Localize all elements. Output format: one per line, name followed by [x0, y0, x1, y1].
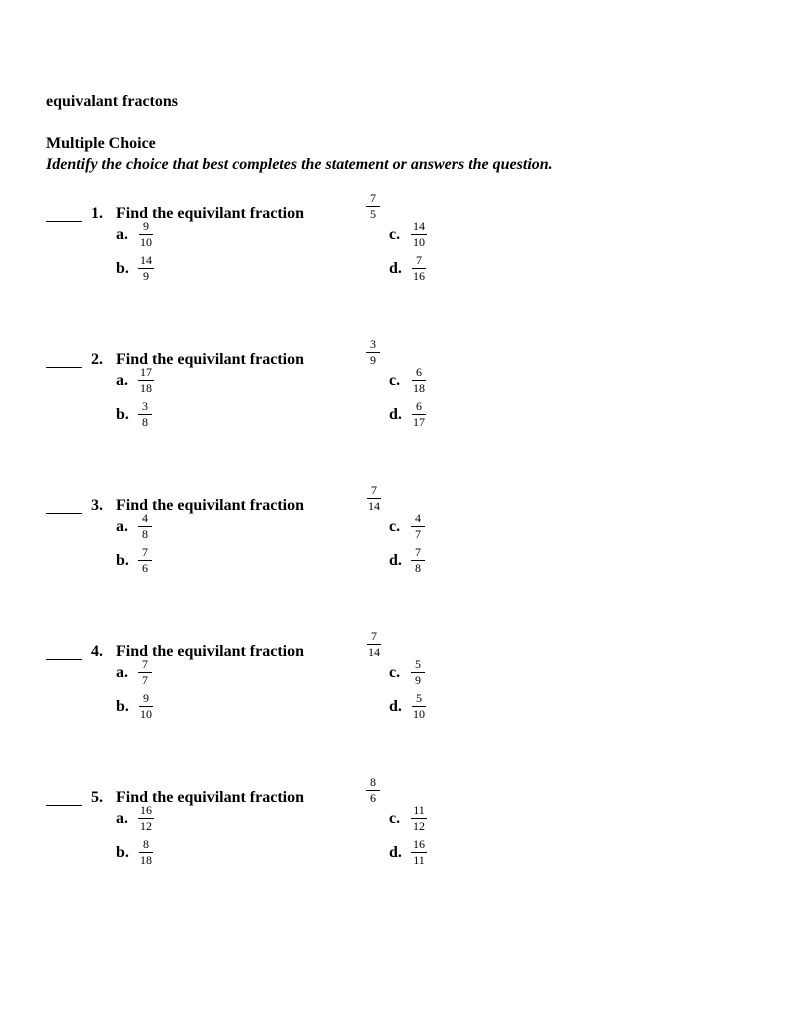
choice-b — [116, 400, 152, 429]
choice-letter: d. — [389, 405, 402, 423]
choice-fraction — [138, 254, 154, 283]
question-fraction — [366, 338, 380, 367]
choice-fraction — [138, 838, 154, 867]
question-stem: Find the equivilant fraction — [116, 789, 305, 806]
question-stem: Find the equivilant fraction — [116, 351, 305, 368]
fraction-denominator: 10 — [413, 707, 425, 721]
fraction-denominator: 14 — [368, 499, 380, 513]
question-number: 3. — [91, 497, 103, 514]
choice-c — [389, 220, 427, 249]
choice-fraction — [138, 658, 152, 687]
question-fraction — [366, 630, 382, 659]
fraction-numerator: 7 — [411, 546, 425, 561]
fraction-denominator: 6 — [370, 791, 376, 805]
fraction-denominator: 9 — [370, 353, 376, 367]
choice-letter: d. — [389, 259, 402, 277]
choice-c — [389, 658, 425, 687]
choice-letter: c. — [389, 517, 401, 535]
question-1 — [0, 191, 791, 318]
choice-b — [116, 254, 154, 283]
document-title: equivalant fractons — [46, 93, 178, 110]
fraction-denominator: 12 — [140, 819, 152, 833]
fraction-denominator: 6 — [142, 561, 148, 575]
question-4 — [0, 629, 791, 756]
answer-blank[interactable] — [46, 498, 82, 514]
answer-blank[interactable] — [46, 644, 82, 660]
choice-d — [389, 692, 427, 721]
choice-letter: a. — [116, 371, 128, 389]
choice-a — [116, 220, 154, 249]
fraction-numerator: 8 — [366, 776, 380, 791]
question-stem: Find the equivilant fraction — [116, 497, 305, 514]
choice-letter: b. — [116, 697, 129, 715]
choice-a — [116, 512, 152, 541]
question-2 — [0, 337, 791, 464]
choice-letter: b. — [116, 405, 129, 423]
fraction-denominator: 12 — [413, 819, 425, 833]
fraction-numerator: 6 — [412, 400, 426, 415]
fraction-denominator: 8 — [142, 415, 148, 429]
answer-blank[interactable] — [46, 790, 82, 806]
fraction-denominator: 7 — [142, 673, 148, 687]
choice-d — [389, 400, 427, 429]
fraction-numerator: 16 — [140, 803, 152, 817]
fraction-numerator: 16 — [413, 837, 425, 851]
question-fraction — [366, 484, 382, 513]
question-stem: Find the equivilant fraction — [116, 205, 305, 222]
question-number: 4. — [91, 643, 103, 660]
fraction-numerator: 7 — [366, 192, 380, 207]
question-3 — [0, 483, 791, 610]
choice-fraction — [138, 400, 152, 429]
fraction-denominator: 9 — [143, 269, 149, 283]
choice-fraction — [411, 804, 427, 833]
choice-fraction — [411, 658, 425, 687]
choice-letter: b. — [116, 843, 129, 861]
fraction-numerator: 14 — [413, 219, 425, 233]
question-stem: Find the equivilant fraction — [116, 643, 305, 660]
question-fraction — [366, 192, 380, 221]
choice-d — [389, 546, 425, 575]
answer-blank[interactable] — [46, 206, 82, 222]
choice-letter: c. — [389, 809, 401, 827]
choice-fraction — [138, 692, 154, 721]
choice-a — [116, 658, 152, 687]
choice-fraction — [411, 254, 427, 283]
fraction-numerator: 4 — [411, 512, 425, 527]
fraction-numerator: 7 — [138, 658, 152, 673]
choice-b — [116, 838, 154, 867]
choice-fraction — [138, 512, 152, 541]
fraction-denominator: 11 — [413, 853, 425, 867]
fraction-denominator: 8 — [142, 527, 148, 541]
fraction-denominator: 18 — [140, 381, 152, 395]
fraction-numerator: 5 — [411, 658, 425, 673]
choice-fraction — [411, 546, 425, 575]
choice-fraction — [411, 220, 427, 249]
choice-a — [116, 366, 154, 395]
choice-fraction — [411, 366, 427, 395]
question-number: 2. — [91, 351, 103, 368]
choice-letter: c. — [389, 371, 401, 389]
choice-letter: d. — [389, 843, 402, 861]
choice-letter: d. — [389, 551, 402, 569]
fraction-numerator: 4 — [138, 512, 152, 527]
choice-fraction — [411, 838, 427, 867]
fraction-denominator: 10 — [140, 235, 152, 249]
choice-letter: a. — [116, 517, 128, 535]
fraction-numerator: 7 — [367, 630, 381, 645]
fraction-denominator: 18 — [140, 853, 152, 867]
choice-c — [389, 366, 427, 395]
fraction-numerator: 11 — [413, 803, 425, 817]
question-number: 1. — [91, 205, 103, 222]
fraction-numerator: 9 — [139, 220, 153, 235]
choice-c — [389, 804, 427, 833]
choice-fraction — [411, 692, 427, 721]
question-number: 5. — [91, 789, 103, 806]
fraction-denominator: 14 — [368, 645, 380, 659]
choice-letter: c. — [389, 225, 401, 243]
fraction-numerator: 5 — [412, 692, 426, 707]
fraction-numerator: 3 — [366, 338, 380, 353]
fraction-denominator: 10 — [140, 707, 152, 721]
choice-letter: a. — [116, 809, 128, 827]
fraction-denominator: 9 — [415, 673, 421, 687]
choice-b — [116, 546, 152, 575]
choice-fraction — [411, 400, 427, 429]
fraction-numerator: 9 — [139, 692, 153, 707]
answer-blank[interactable] — [46, 352, 82, 368]
fraction-denominator: 18 — [413, 381, 425, 395]
choice-a — [116, 804, 154, 833]
choice-letter: d. — [389, 697, 402, 715]
choice-fraction — [138, 366, 154, 395]
fraction-denominator: 7 — [415, 527, 421, 541]
fraction-denominator: 17 — [413, 415, 425, 429]
fraction-numerator: 7 — [412, 254, 426, 269]
fraction-numerator: 17 — [140, 365, 152, 379]
choice-letter: c. — [389, 663, 401, 681]
choice-letter: a. — [116, 225, 128, 243]
fraction-numerator: 7 — [367, 484, 381, 499]
choice-d — [389, 838, 427, 867]
section-instructions: Identify the choice that best completes the statement or answers the question. — [46, 156, 553, 173]
fraction-denominator: 16 — [413, 269, 425, 283]
section-heading: Multiple Choice — [46, 135, 156, 152]
question-5 — [0, 775, 791, 902]
choice-fraction — [411, 512, 425, 541]
choice-letter: b. — [116, 259, 129, 277]
fraction-numerator: 6 — [412, 366, 426, 381]
fraction-denominator: 8 — [415, 561, 421, 575]
choice-fraction — [138, 804, 154, 833]
fraction-numerator: 14 — [140, 253, 152, 267]
fraction-numerator: 3 — [138, 400, 152, 415]
choice-fraction — [138, 220, 154, 249]
fraction-denominator: 5 — [370, 207, 376, 221]
choice-letter: a. — [116, 663, 128, 681]
choice-b — [116, 692, 154, 721]
choice-letter: b. — [116, 551, 129, 569]
choice-fraction — [138, 546, 152, 575]
fraction-denominator: 10 — [413, 235, 425, 249]
fraction-numerator: 7 — [138, 546, 152, 561]
choice-c — [389, 512, 425, 541]
question-fraction — [366, 776, 380, 805]
choice-d — [389, 254, 427, 283]
fraction-numerator: 8 — [139, 838, 153, 853]
